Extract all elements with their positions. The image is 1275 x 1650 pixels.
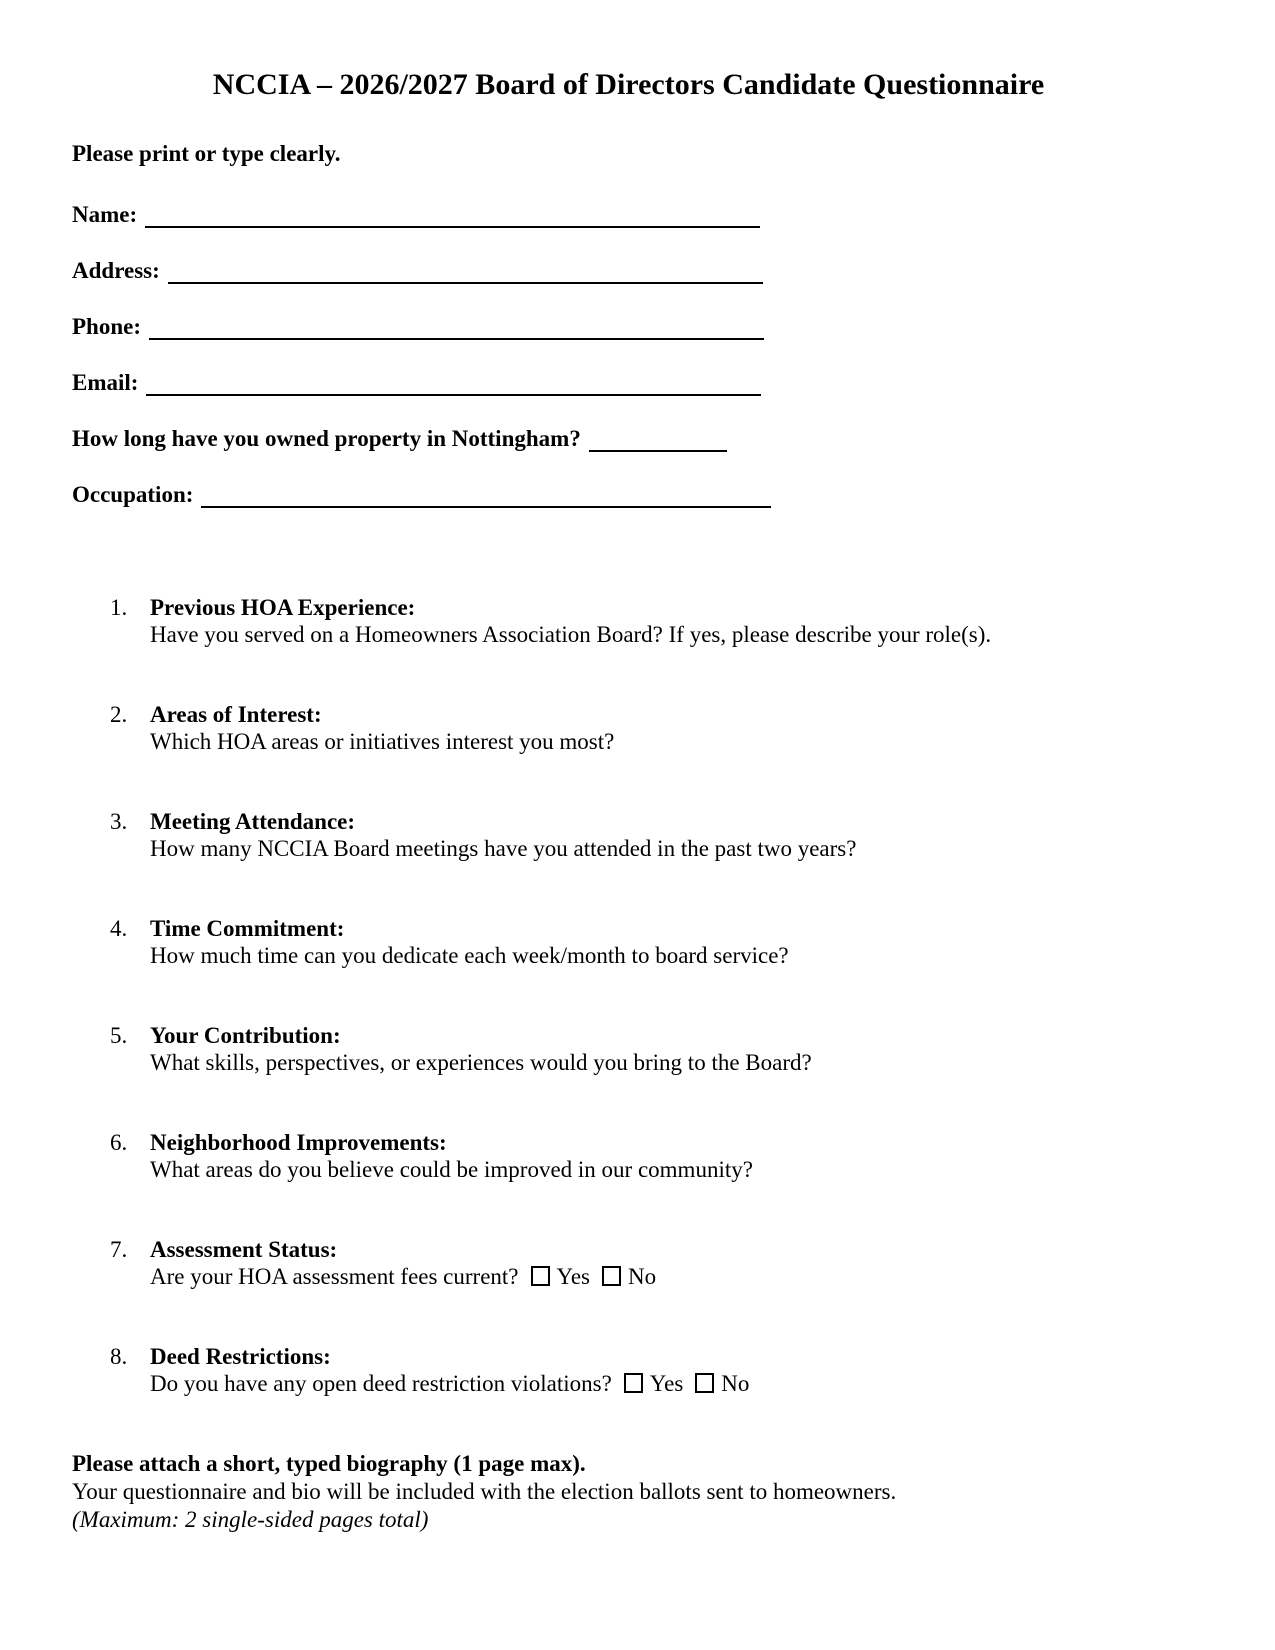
question-3 xyxy=(72,808,1185,862)
question-7-prompt xyxy=(150,1263,1185,1290)
question-8-prompt xyxy=(150,1370,1185,1397)
q7-no-label: No xyxy=(628,1264,657,1289)
question-1-number: 1. xyxy=(110,595,128,620)
field-row-address xyxy=(72,257,1185,284)
document-title: NCCIA – 2026/2027 Board of Directors Candidate Questionnaire xyxy=(212,68,1045,101)
question-1 xyxy=(72,594,1185,648)
address-input-line[interactable] xyxy=(168,262,763,284)
footer-notes xyxy=(72,1450,1185,1534)
question-2-number: 2. xyxy=(110,702,128,727)
q8-yes-label: Yes xyxy=(649,1371,684,1396)
print-instruction: Please print or type clearly. xyxy=(72,141,341,166)
question-7-number: 7. xyxy=(110,1237,128,1262)
question-6 xyxy=(72,1129,1185,1183)
question-7-title: Assessment Status: xyxy=(150,1237,338,1262)
question-3-prompt: How many NCCIA Board meetings have you attended in the past two years? xyxy=(150,836,857,861)
questions-section xyxy=(72,594,1185,1397)
field-row-occupation xyxy=(72,481,1185,508)
question-2 xyxy=(72,701,1185,755)
field-row-phone xyxy=(72,313,1185,340)
question-1-prompt: Have you served on a Homeowners Association Board? If yes, please describe your role(s). xyxy=(150,622,992,647)
email-label: Email: xyxy=(72,370,139,395)
question-3-title: Meeting Attendance: xyxy=(150,809,356,834)
q7-yes-label: Yes xyxy=(556,1264,590,1289)
question-7-prompt-text: Are your HOA assessment fees current? xyxy=(150,1264,519,1289)
q7-no-checkbox-icon[interactable] xyxy=(602,1266,621,1286)
question-2-title: Areas of Interest: xyxy=(150,702,322,727)
question-4-title: Time Commitment: xyxy=(150,916,345,941)
address-label: Address: xyxy=(72,258,160,283)
question-5-prompt: What skills, perspectives, or experiences would you bring to the Board? xyxy=(150,1050,812,1075)
question-6-number: 6. xyxy=(110,1130,128,1155)
occupation-label: Occupation: xyxy=(72,482,194,507)
name-input-line[interactable] xyxy=(145,206,760,228)
question-6-title: Neighborhood Improvements: xyxy=(150,1130,447,1155)
name-label: Name: xyxy=(72,202,138,227)
question-1-title: Previous HOA Experience: xyxy=(150,595,416,620)
q7-yes-checkbox-icon[interactable] xyxy=(531,1266,550,1286)
q8-no-label: No xyxy=(721,1371,750,1396)
q8-no-checkbox-icon[interactable] xyxy=(695,1373,714,1393)
question-5 xyxy=(72,1022,1185,1076)
question-8-prompt-text: Do you have any open deed restriction violations? xyxy=(150,1371,612,1396)
question-4-number: 4. xyxy=(110,916,128,941)
page-maximum-note: (Maximum: 2 single-sided pages total) xyxy=(72,1507,429,1532)
question-8-number: 8. xyxy=(110,1344,128,1369)
phone-input-line[interactable] xyxy=(149,318,764,340)
question-8 xyxy=(72,1343,1185,1397)
question-4-prompt: How much time can you dedicate each week/month to board service? xyxy=(150,943,789,968)
question-8-title: Deed Restrictions: xyxy=(150,1344,331,1369)
field-row-email xyxy=(72,369,1185,396)
question-5-title: Your Contribution: xyxy=(150,1023,341,1048)
q8-yes-checkbox-icon[interactable] xyxy=(624,1373,643,1393)
ballot-inclusion-note: Your questionnaire and bio will be included with the election ballots sent to homeowners. xyxy=(72,1479,897,1504)
question-4 xyxy=(72,915,1185,969)
field-row-ownership-duration xyxy=(72,425,1185,452)
attach-biography-note: Please attach a short, typed biography (1 page max). xyxy=(72,1451,586,1476)
field-row-name xyxy=(72,201,1185,228)
phone-label: Phone: xyxy=(72,314,141,339)
ownership-duration-input-line[interactable] xyxy=(589,430,727,452)
question-6-prompt: What areas do you believe could be improved in our community? xyxy=(150,1157,753,1182)
question-3-number: 3. xyxy=(110,809,128,834)
ownership-duration-label: How long have you owned property in Nottingham? xyxy=(72,426,581,451)
question-5-number: 5. xyxy=(110,1023,128,1048)
email-input-line[interactable] xyxy=(146,374,761,396)
question-2-prompt: Which HOA areas or initiatives interest you most? xyxy=(150,729,615,754)
occupation-input-line[interactable] xyxy=(201,486,771,508)
contact-fields-section xyxy=(72,201,1185,508)
question-7 xyxy=(72,1236,1185,1290)
